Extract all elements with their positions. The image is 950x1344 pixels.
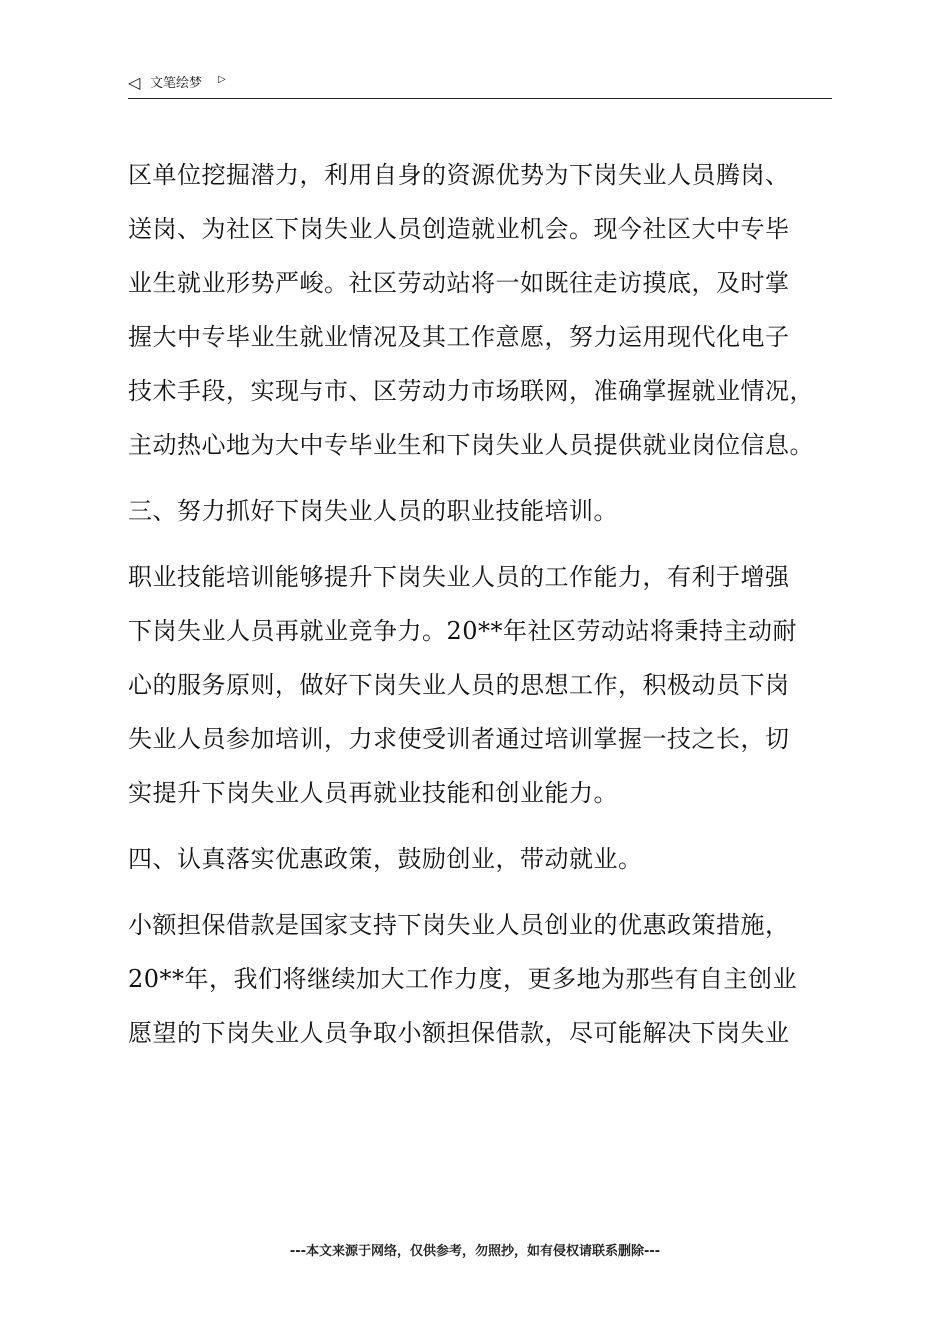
text-line: 小额担保借款是国家支持下岗失业人员创业的优惠政策措施， <box>128 911 790 939</box>
document-body <box>128 148 834 1060</box>
text-line: 下岗失业人员再就业竞争力。20**年社区劳动站将秉持主动耐 <box>128 617 798 645</box>
text-line: 失业人员参加培训，力求使受训者通过培训掌握一技之长，切 <box>128 725 790 753</box>
page-header <box>128 72 832 99</box>
header-title: 文笔绘梦 <box>150 76 203 91</box>
text-line: 职业技能培训能够提升下岗失业人员的工作能力，有利于增强 <box>128 563 790 591</box>
right-triangle-icon: ▷ <box>218 74 226 85</box>
text-line: 心的服务原则，做好下岗失业人员的思想工作，积极动员下岗 <box>128 671 790 699</box>
section-heading: 四、认真落实优惠政策，鼓励创业，带动就业。 <box>128 845 643 873</box>
text-line: 握大中专毕业生就业情况及其工作意愿，努力运用现代化电子 <box>128 323 790 351</box>
text-line: 技术手段，实现与市、区劳动力市场联网，准确掌握就业情况， <box>128 377 814 405</box>
text-line: 20**年，我们将继续加大工作力度，更多地为那些有自主创业 <box>128 965 798 993</box>
text-line: 业生就业形势严峻。社区劳动站将一如既往走访摸底，及时掌 <box>128 269 790 297</box>
text-line: 愿望的下岗失业人员争取小额担保借款，尽可能解决下岗失业 <box>128 1019 790 1047</box>
text-line: 实提升下岗失业人员再就业技能和创业能力。 <box>128 779 618 807</box>
text-line: 主动热心地为大中专毕业生和下岗失业人员提供就业岗位信息。 <box>128 431 814 459</box>
section-heading: 三、努力抓好下岗失业人员的职业技能培训。 <box>128 497 618 525</box>
text-line: 送岗、为社区下岗失业人员创造就业机会。现今社区大中专毕 <box>128 215 790 243</box>
left-triangle-icon: ◁ <box>128 73 141 92</box>
text-line: 区单位挖掘潜力，利用自身的资源优势为下岗失业人员腾岗、 <box>128 161 790 189</box>
page-footer: ---本文来源于网络，仅供参考，勿照抄，如有侵权请联系删除--- <box>289 1244 661 1259</box>
